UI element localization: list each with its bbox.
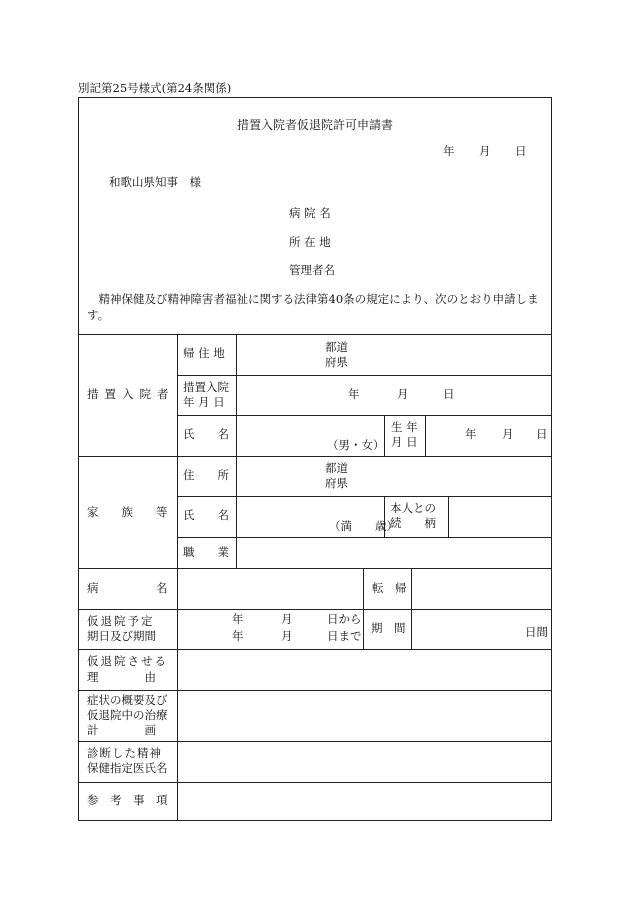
family-pref-line2: 府県 (325, 476, 348, 490)
date-year: 年 (443, 144, 455, 158)
form-number-label: 別記第25号様式(第24条関係) (78, 81, 232, 95)
leave-to-day: 日まで (327, 629, 362, 643)
notes-label: 参 考 事 項 (87, 793, 168, 807)
transfer-label: 転 帰 (372, 581, 407, 595)
hospital-manager-label: 管理者名 (289, 263, 335, 277)
doctor-label-2: 保健指定医氏名 (87, 761, 168, 775)
patient-sex: （男・女） (327, 438, 385, 452)
admit-date-label-1: 措置入院 (183, 380, 229, 394)
date-month: 月 (479, 144, 491, 158)
form-title: 措置入院者仮退院許可申請書 (236, 118, 393, 132)
leave-label-1: 仮退院予定 (87, 614, 155, 628)
residence-pref-line2: 府県 (325, 355, 348, 369)
form-header (79, 98, 551, 335)
birth-month: 月 (502, 427, 514, 441)
leave-from-year: 年 (232, 612, 244, 626)
disease-label: 病 名 (87, 581, 168, 595)
leave-label-2: 期日及び期間 (87, 629, 156, 643)
family-section-label: 家 族 等 (87, 505, 168, 519)
application-statement: 精神保健及び精神障害者福祉に関する法律第40条の規定により、次のとおり申請します。 (87, 292, 539, 322)
doctor-label-1: 診断した精神 (87, 746, 162, 760)
leave-to-month: 月 (281, 629, 293, 643)
birth-label-1: 生 年 (391, 420, 418, 434)
family-address-label: 住 所 (183, 468, 229, 482)
family-pref-line1: 都道 (325, 461, 348, 475)
date-day: 日 (515, 144, 527, 158)
reason-label-1: 仮退院させる (87, 654, 168, 668)
birth-label-2: 月 日 (391, 435, 418, 449)
admit-date-label-2: 年 月 日 (183, 395, 225, 409)
relation-label-1: 本人との (390, 501, 436, 515)
admit-day: 日 (443, 387, 455, 401)
family-name-label: 氏 名 (183, 508, 229, 522)
residence-pref-line1: 都道 (325, 340, 348, 354)
period-label: 期 間 (371, 621, 406, 635)
leave-from-month: 月 (281, 612, 293, 626)
family-age: （満 歳） (329, 519, 398, 533)
patient-name-label: 氏 名 (183, 427, 229, 441)
admit-year: 年 (348, 387, 360, 401)
hospital-location-label: 所 在 地 (289, 235, 331, 249)
period-days: 日間 (525, 625, 548, 639)
reason-label-2: 理 由 (87, 670, 156, 684)
relation-label-2: 続 柄 (390, 516, 436, 530)
symptoms-label-3: 計 画 (87, 723, 156, 737)
symptoms-label-2: 仮退院中の治療 (87, 708, 168, 722)
symptoms-label-1: 症状の概要及び (87, 693, 168, 707)
addressee: 和歌山県知事 様 (109, 175, 201, 189)
leave-to-year: 年 (232, 629, 244, 643)
leave-from-day: 日から (327, 612, 362, 626)
hospital-name-label: 病 院 名 (289, 206, 331, 220)
application-form (78, 97, 552, 821)
residence-label: 帰 住 地 (183, 346, 225, 360)
birth-year: 年 (465, 427, 477, 441)
birth-day: 日 (536, 427, 548, 441)
patient-section-label: 措置入院者 (87, 387, 175, 401)
admit-month: 月 (397, 387, 409, 401)
family-job-label: 職 業 (183, 545, 229, 559)
